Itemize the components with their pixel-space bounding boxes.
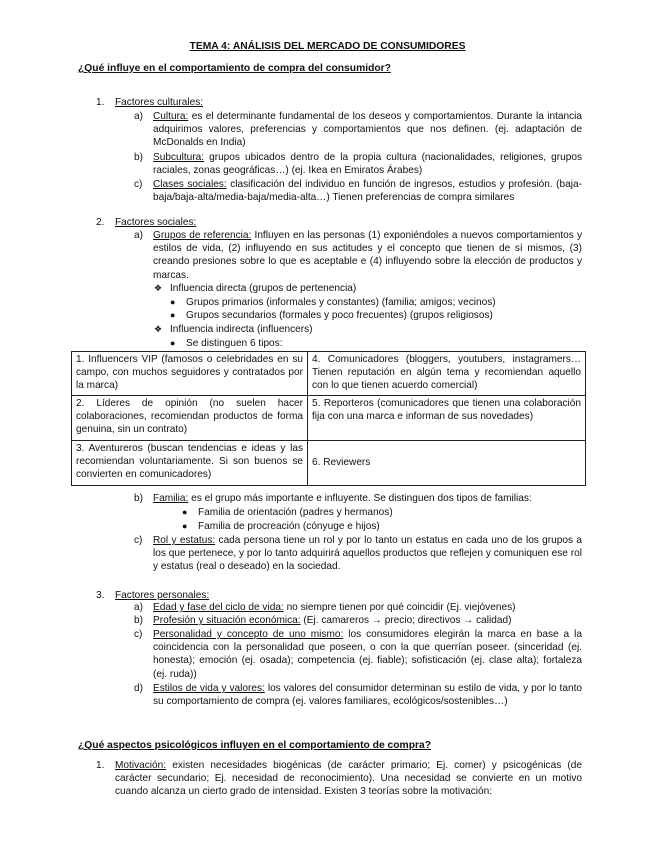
dot-bullet-icon: ● bbox=[182, 507, 188, 517]
group-secondary-item: ● Grupos secundarios (formales y poco frecuentes) (grupos religiosos) bbox=[170, 310, 493, 321]
table-cell: 1. Influencers VIP (famosos o celebridades en su campo, con muchos seguidores y contratados por la marca) bbox=[72, 352, 308, 396]
list-item-clases-sociales: c) Clases sociales: clasificación del individuo en función de ingresos, estudios y profesión. (baja-baja/baja-alta/media-baja/media-alta…) Tienen preferencias de compra similares bbox=[134, 179, 582, 204]
question-heading-1: ¿Qué influye en el comportamiento de compra del consumidor? bbox=[78, 63, 391, 74]
list-item-edad: a) Edad y fase del ciclo de vida: no siempre tienen por qué coincidir (Ej. viejóvenes) bbox=[134, 602, 516, 613]
table-cell: 6. Reviewers bbox=[308, 441, 586, 486]
influence-indirect-item: ❖ Influencia indirecta (influencers) bbox=[154, 324, 313, 335]
table-row bbox=[72, 352, 586, 396]
group-primary-item: ● Grupos primarios (informales y constantes) (familia; amigos; vecinos) bbox=[170, 297, 496, 308]
dot-bullet-icon: ● bbox=[170, 297, 176, 307]
list-item-profesion: b) Profesión y situación económica: (Ej. camareros → precio; directivos → calidad) bbox=[134, 615, 512, 626]
table-cell: 3. Aventureros (buscan tendencias e ideas y las recomiendan voluntariamente. Si son buenos se convierten en comunicadores) bbox=[72, 441, 308, 486]
diamond-bullet-icon: ❖ bbox=[154, 283, 163, 293]
dot-bullet-icon: ● bbox=[182, 521, 188, 531]
section-heading-cultural: 1. Factores culturales: bbox=[96, 97, 204, 108]
section-heading-social: 2. Factores sociales: bbox=[96, 217, 197, 228]
table-cell: 4. Comunicadores (bloggers, youtubers, instagramers… Tienen reputación en algún tema y recomiendan aquello con lo que tienen acuerdo comercial) bbox=[308, 352, 586, 396]
diamond-bullet-icon: ❖ bbox=[154, 324, 163, 334]
list-item-familia: b) Familia: es el grupo más importante e influyente. Se distinguen dos tipos de familias: bbox=[134, 493, 532, 504]
family-type-item: ● Familia de orientación (padres y hermanos) bbox=[182, 507, 393, 518]
influence-direct-item: ❖ Influencia directa (grupos de pertenencia) bbox=[154, 283, 357, 294]
page-title: TEMA 4: ANÁLISIS DEL MERCADO DE CONSUMIDORES bbox=[189, 41, 466, 52]
list-item-subcultura: b) Subcultura: grupos ubicados dentro de la propia cultura (nacionalidades, religiones, grupos raciales, zonas geográficas…) (ej. Ikea en Emiratos Árabes) bbox=[134, 152, 582, 177]
table-cell: 5. Reporteros (comunicadores que tienen una colaboración fija con una marca e informan de sus novedades) bbox=[308, 396, 586, 441]
list-item-estilos-vida: d) Estilos de vida y valores: los valores del consumidor determinan su estilo de vida, y por lo tanto su comportamiento de compra (ej. valores familiares, ecológicos/sostenibles…) bbox=[134, 683, 582, 708]
section-heading-personal: 3. Factores personales: bbox=[96, 590, 210, 601]
family-type-item: ● Familia de procreación (cónyuge e hijos) bbox=[182, 521, 380, 532]
table-cell: 2. Líderes de opinión (no suelen hacer colaboraciones, recomiendan productos de forma genuina, sin un contrato) bbox=[72, 396, 308, 441]
list-item-rol-estatus: c) Rol y estatus: cada persona tiene un rol y por lo tanto un estatus en cada uno de los grupos a los que pertenece, y por lo tanto adquirirá aquellos productos que reflejen y comuniquen ese rol y estatus (real o deseado) en la sociedad. bbox=[134, 535, 582, 573]
list-item-cultura: a) Cultura: es el determinante fundamental de los deseos y comportamientos. Durante la intancia adquirimos valores, preferencias y comportamientos que nos definen. (ej. adaptación de McDonalds en India) bbox=[134, 111, 583, 149]
dot-bullet-icon: ● bbox=[170, 338, 176, 348]
six-types-item: ● Se distinguen 6 tipos: bbox=[170, 338, 283, 349]
table-row bbox=[72, 396, 586, 441]
list-item-motivacion: 1. Motivación: existen necesidades biogénicas (de carácter primario; Ej. comer) y psicogénicas (de carácter secundario; Ej. necesidad de reconocimiento). Una necesidad se convierte en un motivo cuando alcanza un cierto grado de intensidad. Existen 3 teorías sobre la motivación: bbox=[96, 760, 582, 798]
table-row bbox=[72, 441, 586, 486]
dot-bullet-icon: ● bbox=[170, 310, 176, 320]
influencer-types-table bbox=[71, 351, 586, 486]
list-item-personalidad: c) Personalidad y concepto de uno mismo: los consumidores elegirán la marca en base a la coincidencia con la personalidad que poseen, o con la que querrían poseer. (sinceridad (ej. honesta); emoción (ej. osada); competencia (ej. fiable); sofisticación (ej. clase alta); fortaleza (ej. ruda)) bbox=[134, 629, 582, 680]
question-heading-2: ¿Qué aspectos psicológicos influyen en el comportamiento de compra? bbox=[78, 740, 432, 751]
list-item-grupos-referencia: a) Grupos de referencia: Influyen en las personas (1) exponiéndoles a nuevos comportamientos y estilos de vida, (2) influyendo en sus actitudes y el concepto que tienen de sí mismos, (3) creando presiones sobre lo que es aceptable e (4) influyendo sobre la elección de productos y marcas. bbox=[134, 230, 583, 281]
